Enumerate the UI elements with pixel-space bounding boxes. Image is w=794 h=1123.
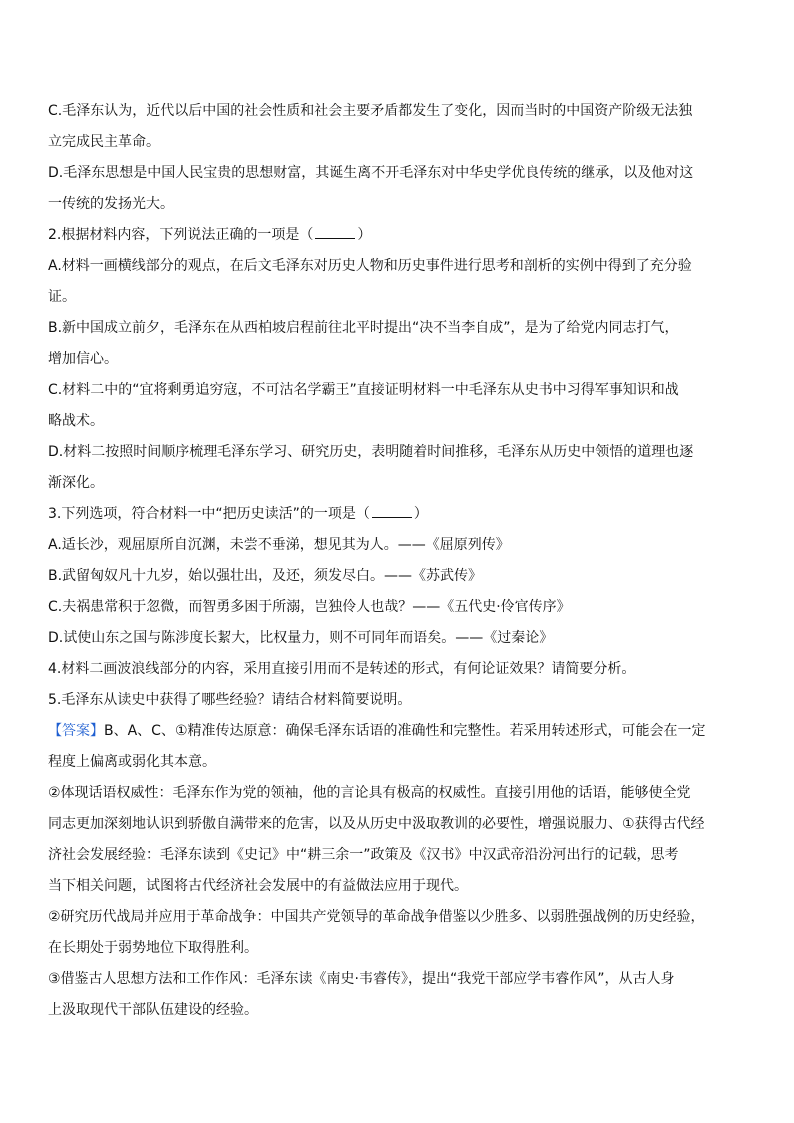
q3-option-d: D.试使山东之国与陈涉度长絜大，比权量力，则不可同年而语矣。——《过秦论》 [48, 630, 554, 646]
q3-answer-blank [372, 499, 412, 518]
q2-option-c-line2: 略战术。 [48, 413, 104, 429]
q5-stem: 5.毛泽东从读史中获得了哪些经验？请结合材料简要说明。 [48, 692, 412, 708]
q2-option-b-line2: 增加信心。 [48, 351, 118, 367]
q2-option-a-line1: A.材料一画横线部分的观点，在后文毛泽东对历史人物和历史事件进行思考和剖析的实例中得到了充分验 [48, 258, 692, 274]
q3-option-c: C.夫祸患常积于忽微，而智勇多困于所溺，岂独伶人也哉？——《五代史·伶官传序》 [48, 599, 571, 615]
answer-line9: ③借鉴古人思想方法和工作作风：毛泽东读《南史·韦睿传》，提出“我党干部应学韦睿作风”，从古人身 [48, 971, 675, 987]
answer-line1 [48, 716, 742, 747]
q1-option-c-line2: 立完成民主革命。 [48, 134, 160, 150]
document-page [48, 96, 742, 1026]
q2-option-b-line1: B.新中国成立前夕，毛泽东在从西柏坡启程前往北平时提出“决不当李自成”，是为了给党内同志打气， [48, 320, 679, 336]
q2-option-d-line2: 渐深化。 [48, 475, 104, 491]
q2-stem-text: 2.根据材料内容，下列说法正确的一项是（ [48, 227, 314, 243]
q3-stem-close: ） [413, 506, 428, 522]
q3-stem [48, 499, 742, 530]
answer-line8: 在长期处于弱势地位下取得胜利。 [48, 940, 258, 956]
q2-option-c-line1: C.材料二中的“宜将剩勇追穷寇，不可沽名学霸王”直接证明材料一中毛泽东从史书中习得军事知识和战 [48, 382, 679, 398]
q2-option-a-line2: 证。 [48, 289, 76, 305]
answer-line10: 上汲取现代干部队伍建设的经验。 [48, 1002, 258, 1018]
answer-line5: 济社会发展经验：毛泽东读到《史记》中“耕三余一”政策及《汉书》中汉武帝沿汾河出行的记载，思考 [48, 847, 679, 863]
q2-stem [48, 220, 742, 251]
answer-tag: 【答案】 [48, 723, 104, 739]
q2-stem-close: ） [357, 227, 372, 243]
answer-line2: 程度上偏离或弱化其本意。 [48, 754, 216, 770]
q4-stem: 4.材料二画波浪线部分的内容，采用直接引用而不是转述的形式，有何论证效果？请简要分析。 [48, 661, 636, 677]
answer-line1-text: B、A、C、①精准传达原意：确保毛泽东话语的准确性和完整性。若采用转述形式，可能会在一定 [104, 723, 706, 739]
q2-option-d-line1: D.材料二按照时间顺序梳理毛泽东学习、研究历史，表明随着时间推移，毛泽东从历史中领悟的道理也逐 [48, 444, 694, 460]
q3-stem-text: 3.下列选项，符合材料一中“把历史读活”的一项是（ [48, 506, 370, 522]
q2-answer-blank [315, 220, 355, 239]
answer-line6: 当下相关问题，试图将古代经济社会发展中的有益做法应用于现代。 [48, 878, 468, 894]
q1-option-c-line1: C.毛泽东认为，近代以后中国的社会性质和社会主要矛盾都发生了变化，因而当时的中国资产阶级无法独 [48, 103, 693, 119]
q1-option-d-line1: D.毛泽东思想是中国人民宝贵的思想财富，其诞生离不开毛泽东对中华史学优良传统的继承，以及他对这 [48, 165, 694, 181]
q3-option-b: B.武留匈奴凡十九岁，始以强壮出，及还，须发尽白。——《苏武传》 [48, 568, 483, 584]
q1-option-d-line2: 一传统的发扬光大。 [48, 196, 174, 212]
answer-line4: 同志更加深刻地认识到骄傲自满带来的危害，以及从历史中汲取教训的必要性，增强说服力、①获得古代经 [48, 816, 705, 832]
answer-line7: ②研究历代战局并应用于革命战争：中国共产党领导的革命战争借鉴以少胜多、以弱胜强战例的历史经验， [48, 909, 705, 925]
answer-line3: ②体现话语权威性：毛泽东作为党的领袖，他的言论具有极高的权威性。直接引用他的话语，能够使全党 [48, 785, 691, 801]
q3-option-a: A.适长沙，观屈原所自沉渊，未尝不垂涕，想见其为人。——《屈原列传》 [48, 537, 510, 553]
